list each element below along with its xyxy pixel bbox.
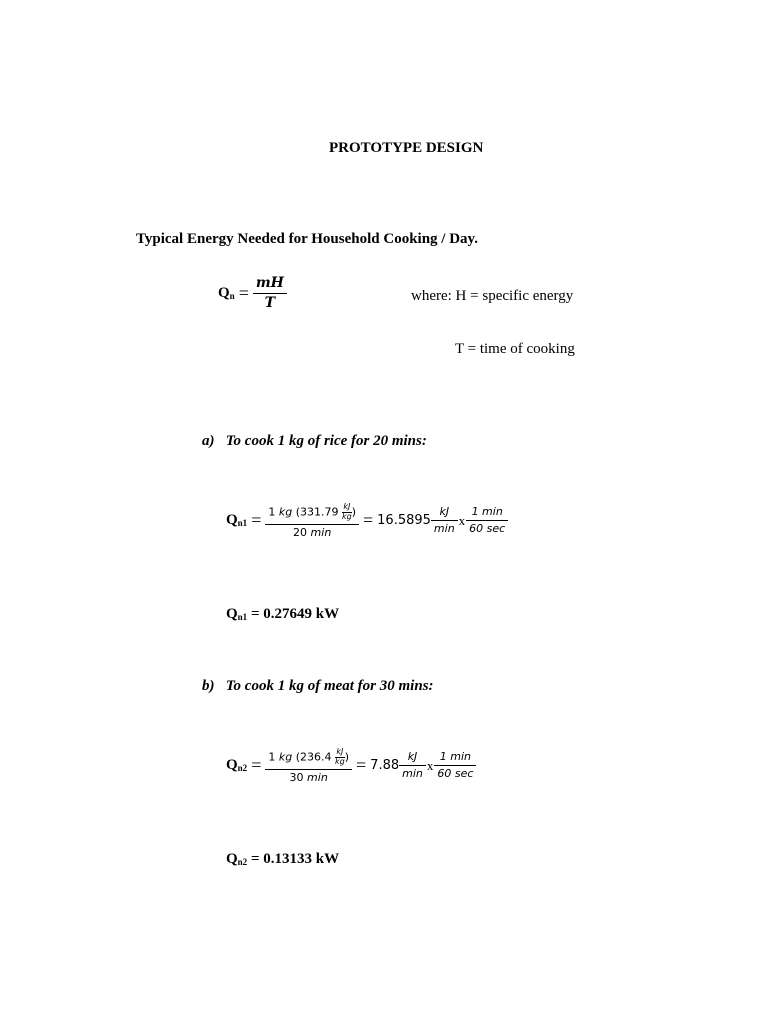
- item-b-label: b): [202, 678, 215, 694]
- where-line: where: H = specific energy: [411, 288, 574, 304]
- kj-per-kg-fraction: $\frac{kJ}{kg}$: [341, 502, 352, 521]
- equation-b: [226, 748, 476, 784]
- equation-b-result-unit: $\frac{kJ}{\min}$: [399, 751, 426, 780]
- general-formula: [218, 276, 287, 312]
- answer-b: $Q_{n2} = 0.13133$ kW: [226, 851, 340, 867]
- equation-a-conversion: $\frac{1 \min}{60 \sec}$: [466, 506, 508, 535]
- equals-sign: =: [356, 755, 367, 776]
- equation-b-denominator: 30 min: [289, 770, 328, 784]
- item-a-label: a): [202, 433, 215, 449]
- times-sign: x: [426, 757, 434, 773]
- time-definition: T = time of cooking: [455, 341, 575, 357]
- equation-b-result: 7.88: [370, 758, 400, 774]
- equation-b-lhs: $Q_{n2}$: [226, 757, 248, 774]
- equals-sign: =: [251, 755, 262, 776]
- equation-a-result-unit: $\frac{kJ}{\min}$: [431, 506, 458, 535]
- fraction-bar: [265, 524, 359, 525]
- equation-a-numerator: 1 kg (331.79 $\frac{kJ}{kg}$ ): [268, 502, 356, 521]
- times-sign: x: [458, 512, 466, 528]
- equation-a-result: 16.5895: [377, 513, 431, 529]
- equation-b-numerator: 1 kg (236.4 $\frac{kJ}{kg}$ ): [268, 747, 350, 766]
- item-b-heading: [202, 678, 434, 695]
- equation-b-conversion: $\frac{1 \min}{60 \sec}$: [434, 751, 476, 780]
- formula-fraction: [253, 276, 287, 312]
- fraction-bar: [253, 293, 287, 294]
- page-title: PROTOTYPE DESIGN: [329, 140, 484, 156]
- equals-sign: =: [363, 510, 374, 531]
- item-a-text: To cook 1 kg of rice for 20 mins:: [225, 433, 427, 449]
- equation-b-fraction: [265, 748, 352, 784]
- equation-a-lhs: $Q_{n1}$: [226, 512, 248, 529]
- item-a-heading: [202, 433, 427, 450]
- section-heading: Typical Energy Needed for Household Cooking / Day.: [136, 231, 478, 247]
- answer-a: $Q_{n1} = 0.27649$ kW: [226, 606, 340, 622]
- item-b-text: To cook 1 kg of meat for 30 mins:: [225, 678, 434, 694]
- equation-a: [226, 503, 508, 539]
- kj-per-kg-fraction: $\frac{kJ}{kg}$: [335, 747, 345, 766]
- equals-sign: =: [251, 510, 262, 531]
- equation-a-fraction: [265, 503, 359, 539]
- equation-a-denominator: 20 min: [293, 525, 332, 539]
- equals-sign: =: [238, 283, 249, 304]
- fraction-bar: [265, 769, 352, 770]
- formula-numerator: mH: [255, 275, 284, 291]
- formula-lhs: $Q_n$: [218, 285, 235, 302]
- formula-denominator: T: [264, 295, 276, 312]
